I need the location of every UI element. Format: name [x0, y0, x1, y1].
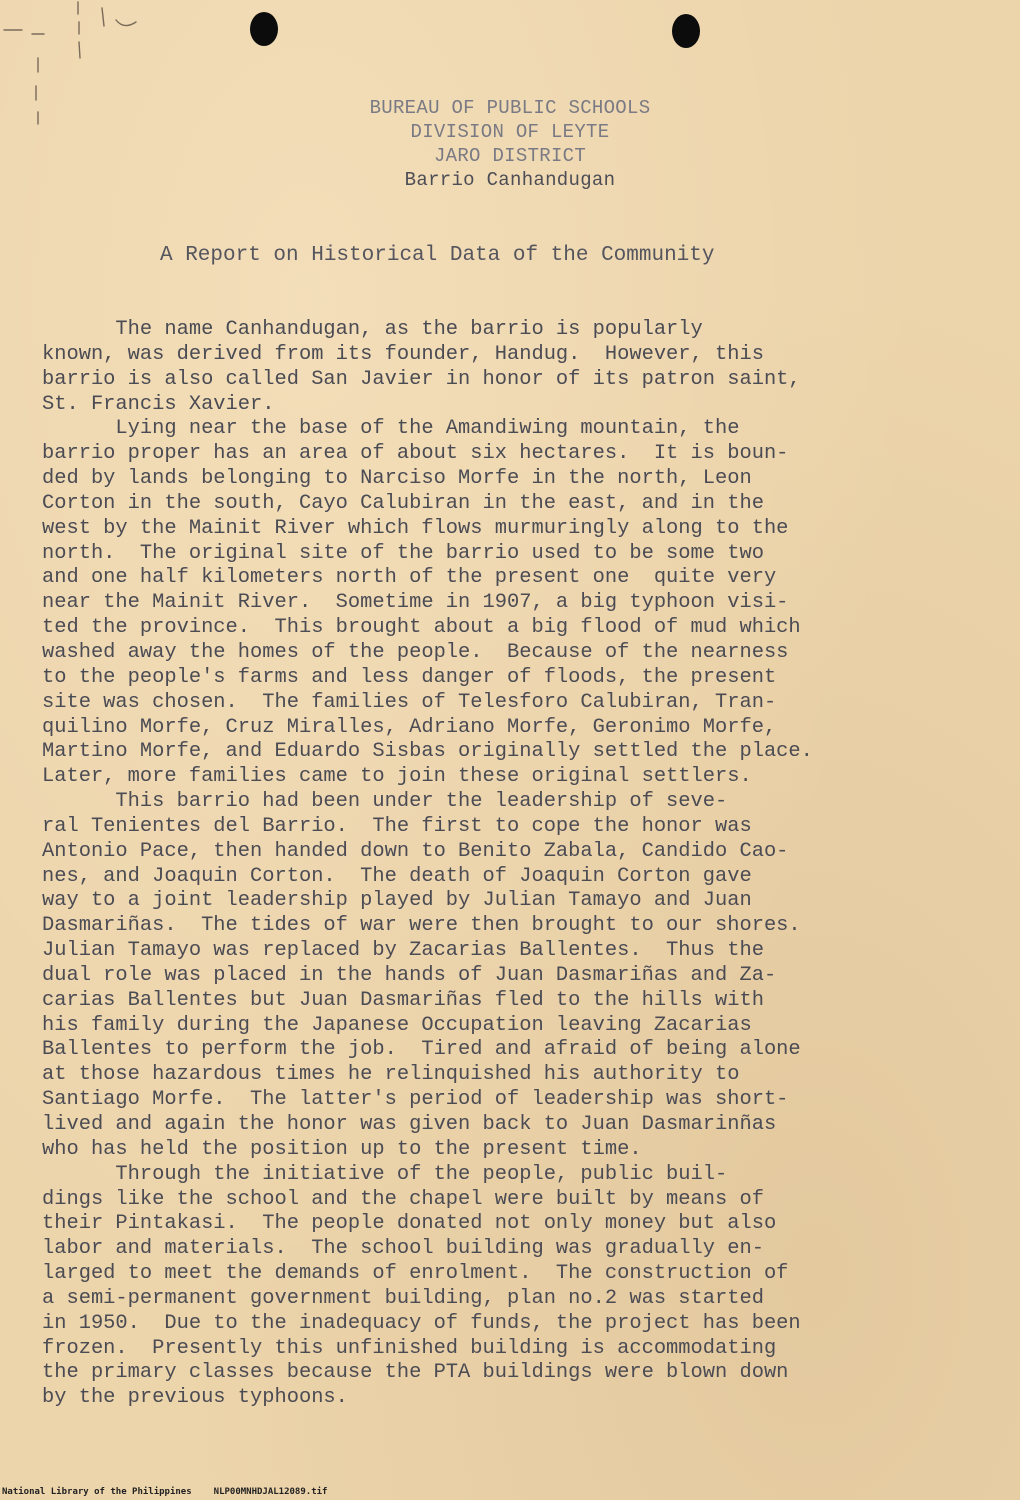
body-line: dual role was placed in the hands of Juan Dasmariñas and Za-	[42, 963, 777, 987]
header-bureau: BUREAU OF PUBLIC SCHOOLS	[369, 97, 651, 119]
header-district: JARO DISTRICT	[433, 145, 587, 167]
footer-library: National Library of the Philippines	[2, 1487, 192, 1497]
body-line: by the previous typhoons.	[42, 1386, 348, 1410]
footer-filename: NLP00MNHDJAL12089.tif	[213, 1487, 328, 1497]
body-line: his family during the Japanese Occupation leaving Zacarias	[42, 1013, 752, 1037]
header-barrio: Barrio Canhandugan	[404, 169, 616, 191]
body-line: washed away the homes of the people. Because of the nearness	[42, 640, 789, 664]
body-line: north. The original site of the barrio used to be some two	[42, 541, 764, 565]
body-line: carias Ballentes but Juan Dasmariñas fled to the hills with	[42, 988, 764, 1012]
body-line: Through the initiative of the people, public buil-	[42, 1162, 728, 1186]
body-line: Later, more families came to join these original settlers.	[42, 765, 752, 789]
body-line: Martino Morfe, and Eduardo Sisbas originally settled the place.	[42, 740, 813, 764]
document-header	[0, 96, 1020, 192]
body-line: barrio is also called San Javier in honor of its patron saint,	[42, 367, 801, 391]
body-line: Antonio Pace, then handed down to Benito Zabala, Candido Cao-	[42, 839, 789, 863]
body-line: The name Canhandugan, as the barrio is popularly	[42, 318, 703, 341]
punch-hole-left	[250, 12, 278, 46]
body-line: Santiago Morfe. The latter's period of leadership was short-	[42, 1088, 789, 1112]
body-line: lived and again the honor was given back to Juan Dasmarinñas	[42, 1113, 777, 1136]
body-line: a semi-permanent government building, plan no.2 was started	[42, 1286, 764, 1310]
body-line: frozen. Presently this unfinished building is accommodating	[42, 1336, 777, 1360]
body-line: ded by lands belonging to Narciso Morfe in the north, Leon	[42, 467, 752, 491]
punch-hole-right	[672, 14, 700, 48]
body-line: quilino Morfe, Cruz Miralles, Adriano Morfe, Geronimo Morfe,	[42, 715, 777, 739]
report-title: A Report on Historical Data of the Community	[160, 244, 715, 267]
body-line: ral Tenientes del Barrio. The first to cope the honor was	[42, 814, 752, 838]
body-line: to the people's farms and less danger of floods, the present	[42, 665, 777, 689]
header-division: DIVISION OF LEYTE	[410, 121, 610, 143]
body-line: ted the province. This brought about a big flood of mud which	[42, 616, 801, 640]
body-line: the primary classes because the PTA buildings were blown down	[42, 1361, 789, 1385]
report-body	[42, 318, 1002, 1411]
body-line: who has held the position up to the present time.	[42, 1137, 642, 1161]
body-line: known, was derived from its founder, Handug. However, this	[42, 342, 764, 366]
body-line: Lying near the base of the Amandiwing mountain, the	[42, 417, 740, 441]
body-line: site was chosen. The families of Telesforo Calubiran, Tran-	[42, 690, 777, 714]
scan-footer	[2, 1487, 327, 1498]
body-line: Dasmariñas. The tides of war were then brought to our shores.	[42, 914, 801, 938]
body-line: their Pintakasi. The people donated not only money but also	[42, 1212, 777, 1236]
body-line: way to a joint leadership played by Julian Tamayo and Juan	[42, 889, 752, 913]
body-line: west by the Mainit River which flows murmuringly along to the	[42, 516, 789, 540]
body-line: Julian Tamayo was replaced by Zacarias Ballentes. Thus the	[42, 939, 764, 963]
body-line: labor and materials. The school building was gradually en-	[42, 1237, 764, 1261]
body-line: This barrio had been under the leadership of seve-	[42, 790, 728, 814]
body-line: dings like the school and the chapel were built by means of	[42, 1187, 764, 1211]
body-line: at those hazardous times he relinquished his authority to	[42, 1063, 740, 1087]
body-line: in 1950. Due to the inadequacy of funds, the project has been	[42, 1311, 801, 1335]
body-line: and one half kilometers north of the present one quite very	[42, 566, 777, 590]
body-line: Corton in the south, Cayo Calubiran in the east, and in the	[42, 491, 764, 515]
body-line: nes, and Joaquin Corton. The death of Joaquin Corton gave	[42, 864, 752, 888]
body-line: near the Mainit River. Sometime in 1907, a big typhoon visi-	[42, 591, 789, 615]
body-line: St. Francis Xavier.	[42, 392, 275, 416]
body-line: larged to meet the demands of enrolment. The construction of	[42, 1262, 789, 1286]
body-line: barrio proper has an area of about six hectares. It is boun-	[42, 442, 789, 466]
body-line: Ballentes to perform the job. Tired and afraid of being alone	[42, 1038, 801, 1062]
